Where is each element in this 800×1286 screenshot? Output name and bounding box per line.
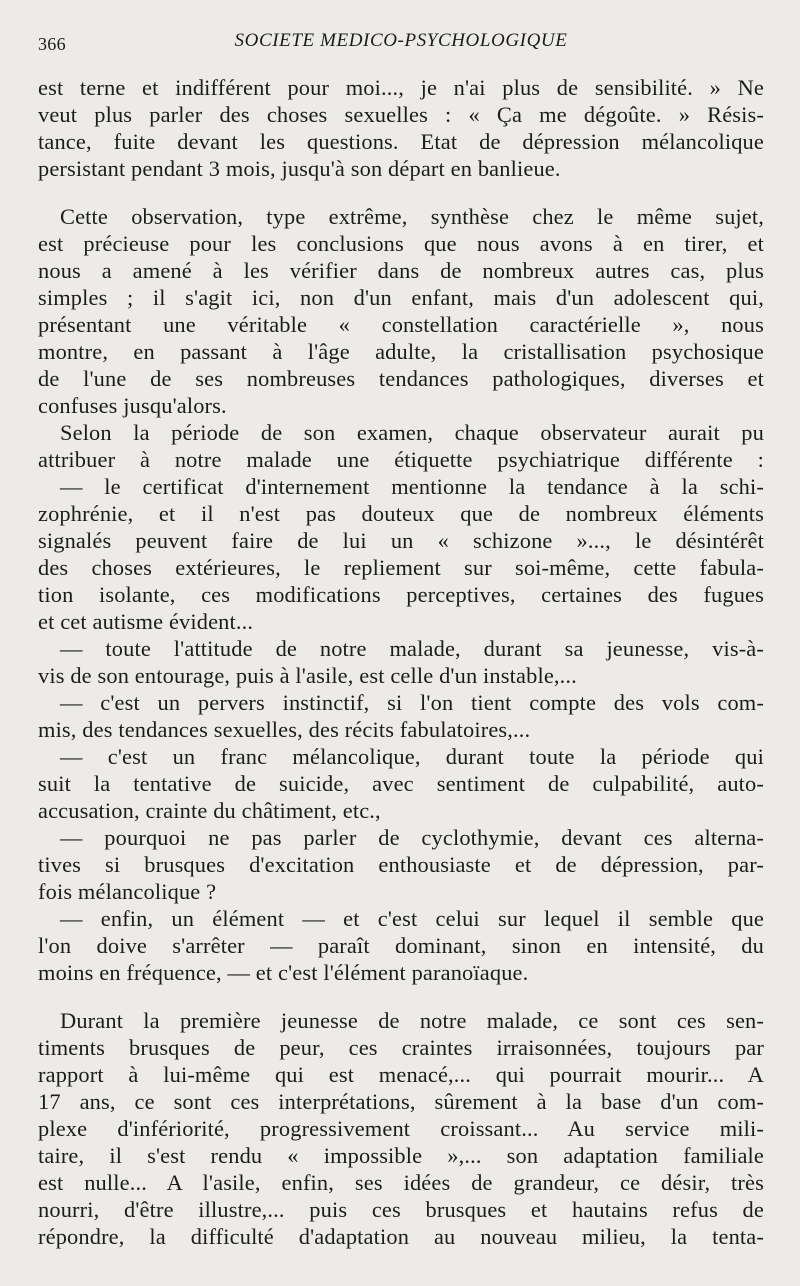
text-line: est terne et indifférent pour moi..., je n'ai plus de sensibilité. » Ne (38, 75, 764, 100)
text-line: — le certificat d'internement mentionne la tendance à la schi- (60, 474, 764, 499)
list-item (38, 824, 764, 905)
text-line: timents brusques de peur, ces craintes irraisonnées, toujours par (38, 1035, 764, 1060)
text-line: tives si brusques d'excitation enthousiaste et de dépression, par- (38, 852, 764, 877)
list-item (38, 905, 764, 986)
text-line: veut plus parler des choses sexuelles : « Ça me dégoûte. » Résis- (38, 102, 764, 127)
paragraph (38, 74, 764, 182)
text-line: accusation, crainte du châtiment, etc., (38, 798, 381, 823)
body-text (38, 74, 764, 1250)
text-line: mis, des tendances sexuelles, des récits fabulatoires,... (38, 717, 531, 742)
text-line: 17 ans, ce sont ces interprétations, sûrement à la base d'un com- (38, 1089, 764, 1114)
text-line: — enfin, un élément — et c'est celui sur lequel il semble que (60, 906, 764, 931)
text-line: montre, en passant à l'âge adulte, la cristallisation psychosique (38, 339, 764, 364)
text-line: confuses jusqu'alors. (38, 393, 227, 418)
text-line: attribuer à notre malade une étiquette psychiatrique différente : (38, 447, 764, 472)
text-line: répondre, la difficulté d'adaptation au nouveau milieu, la tenta- (38, 1224, 764, 1249)
text-line: tion isolante, ces modifications perceptives, certaines des fugues (38, 582, 764, 607)
paragraph (38, 1007, 764, 1250)
text-line: zophrénie, et il n'est pas douteux que de nombreux éléments (38, 501, 764, 526)
page-header (38, 28, 764, 58)
text-line: signalés peuvent faire de lui un « schizone »..., le désintérêt (38, 528, 764, 553)
text-line: Selon la période de son examen, chaque observateur aurait pu (60, 420, 764, 445)
text-line: l'on doive s'arrêter — paraît dominant, sinon en intensité, du (38, 933, 764, 958)
text-line: plexe d'infériorité, progressivement croissant... Au service mili- (38, 1116, 764, 1141)
text-line: — pourquoi ne pas parler de cyclothymie, devant ces alterna- (60, 825, 764, 850)
text-line: Cette observation, type extrême, synthèse chez le même sujet, (60, 204, 764, 229)
text-line: simples ; il s'agit ici, non d'un enfant, mais d'un adolescent qui, (38, 285, 764, 310)
text-line: moins en fréquence, — et c'est l'élément paranoïaque. (38, 960, 529, 985)
list-item (38, 689, 764, 743)
list-item (38, 743, 764, 824)
text-line: vis de son entourage, puis à l'asile, est celle d'un instable,... (38, 663, 577, 688)
paragraph (38, 419, 764, 473)
text-line: — c'est un pervers instinctif, si l'on tient compte des vols com- (60, 690, 764, 715)
text-line: présentant une véritable « constellation caractérielle », nous (38, 312, 764, 337)
text-line: suit la tentative de suicide, avec sentiment de culpabilité, auto- (38, 771, 764, 796)
text-line: nourri, d'être illustre,... puis ces brusques et hautains refus de (38, 1197, 764, 1222)
text-line: de l'une de ses nombreuses tendances pathologiques, diverses et (38, 366, 764, 391)
list-item (38, 635, 764, 689)
text-line: — c'est un franc mélancolique, durant toute la période qui (60, 744, 764, 769)
text-line: tance, fuite devant les questions. Etat de dépression mélancolique (38, 129, 764, 154)
list-item (38, 473, 764, 635)
text-line: et cet autisme évident... (38, 609, 254, 634)
text-line: — toute l'attitude de notre malade, durant sa jeunesse, vis-à- (60, 636, 764, 661)
text-line: persistant pendant 3 mois, jusqu'à son départ en banlieue. (38, 156, 561, 181)
text-line: taire, il s'est rendu « impossible »,... son adaptation familiale (38, 1143, 764, 1168)
text-line: est nulle... A l'asile, enfin, ses idées de grandeur, ce désir, très (38, 1170, 764, 1195)
text-line: rapport à lui-même qui est menacé,... qui pourrait mourir... A (38, 1062, 764, 1087)
text-line: Durant la première jeunesse de notre malade, ce sont ces sen- (60, 1008, 764, 1033)
paragraph (38, 203, 764, 419)
text-line: nous a amené à les vérifier dans de nombreux autres cas, plus (38, 258, 764, 283)
running-title: SOCIETE MEDICO-PSYCHOLOGIQUE (234, 30, 568, 51)
text-line: fois mélancolique ? (38, 879, 217, 904)
text-line: des choses extérieures, le repliement sur soi-même, cette fabula- (38, 555, 764, 580)
page-number: 366 (38, 34, 66, 54)
paragraph-spacing (38, 182, 764, 203)
text-line: est précieuse pour les conclusions que nous avons à en tirer, et (38, 231, 764, 256)
paragraph-spacing (38, 986, 764, 1007)
